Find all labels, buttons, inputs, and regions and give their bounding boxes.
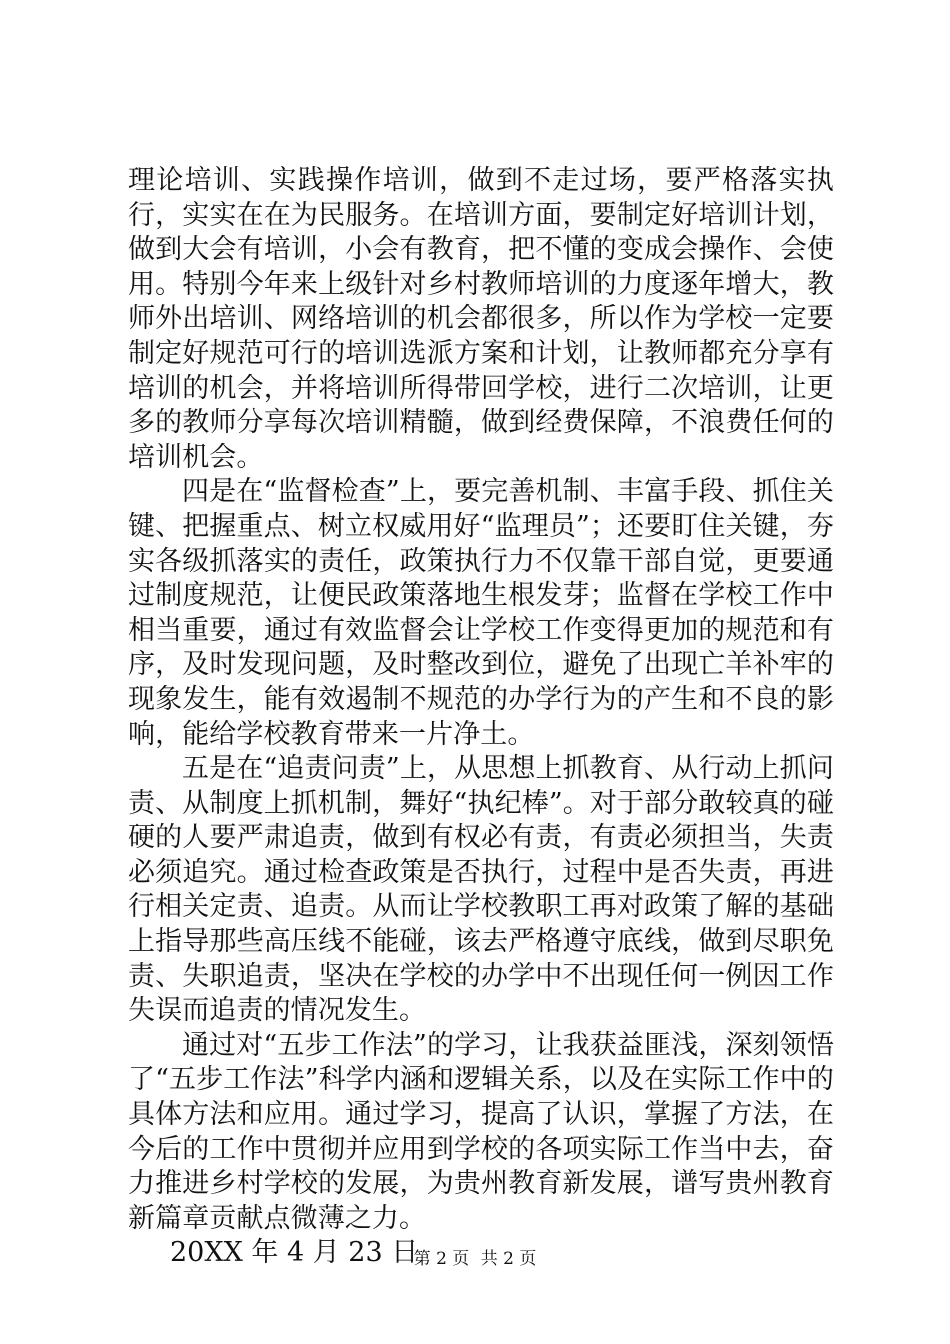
paragraph-accountability: 五是在“追责问责”上，从思想上抓教育、从行动上抓问责、从制度上抓机制，舞好“执纪棒”。对于部分敢较真的碰硬的人要严肃追责，做到有权必有责，有责必须担当，失责必须追究。通过检查政策是否执行，过程中是否失责，再进行相关定责、追责。从而让学校教职工再对政策了解的基础上指导那些高压线不能碰，该去严格遵守底线，做到尽职免责、失职追责，坚决在学校的办学中不出现任何一例因工作失误而追责的情况发生。 <box>128 753 834 1027</box>
paragraph-conclusion: 通过对“五步工作法”的学习，让我获益匪浅，深刻领悟了“五步工作法”科学内涵和逻辑关系，以及在实际工作中的具体方法和应用。通过学习，提高了认识，掌握了方法，在今后的工作中贯彻并应用到学校的各项实际工作当中去，奋力推进乡村学校的发展，为贵州教育新发展，谱写贵州教育新篇章贡献点微薄之力。 <box>128 1029 834 1234</box>
paragraph-training: 理论培训、实践操作培训，做到不走过场，要严格落实执行，实实在在为民服务。在培训方面，要制定好培训计划，做到大会有培训，小会有教育，把不懂的变成会操作、会使用。特别今年来上级针对乡村教师培训的力度逐年增大，教师外出培训、网络培训的机会都很多，所以作为学校一定要制定好规范可行的培训选派方案和计划，让教师都充分享有培训的机会，并将培训所得带回学校，进行二次培训，让更多的教师分享每次培训精髓，做到经费保障，不浪费任何的培训机会。 <box>128 165 834 473</box>
page-footer <box>0 1244 950 1269</box>
document-body <box>128 164 834 1271</box>
page-number-total: 共 2 页 <box>480 1249 537 1269</box>
document-date: 20XX 年 4 月 23 日 <box>170 1237 419 1269</box>
page-number-current: 第 2 页 <box>413 1249 470 1269</box>
paragraph-supervision: 四是在“监督检查”上，要完善机制、丰富手段、抓住关键、把握重点、树立权威用好“监理员”；还要盯住关键，夯实各级抓落实的责任，政策执行力不仅靠干部自觉，更要通过制度规范，让便民政策落地生根发芽；监督在学校工作中相当重要，通过有效监督会让学校工作变得更加的规范和有序，及时发现问题，及时整改到位，避免了出现亡羊补牢的现象发生，能有效遏制不规范的办学行为的产生和不良的影响，能给学校教育带来一片净土。 <box>128 476 834 750</box>
